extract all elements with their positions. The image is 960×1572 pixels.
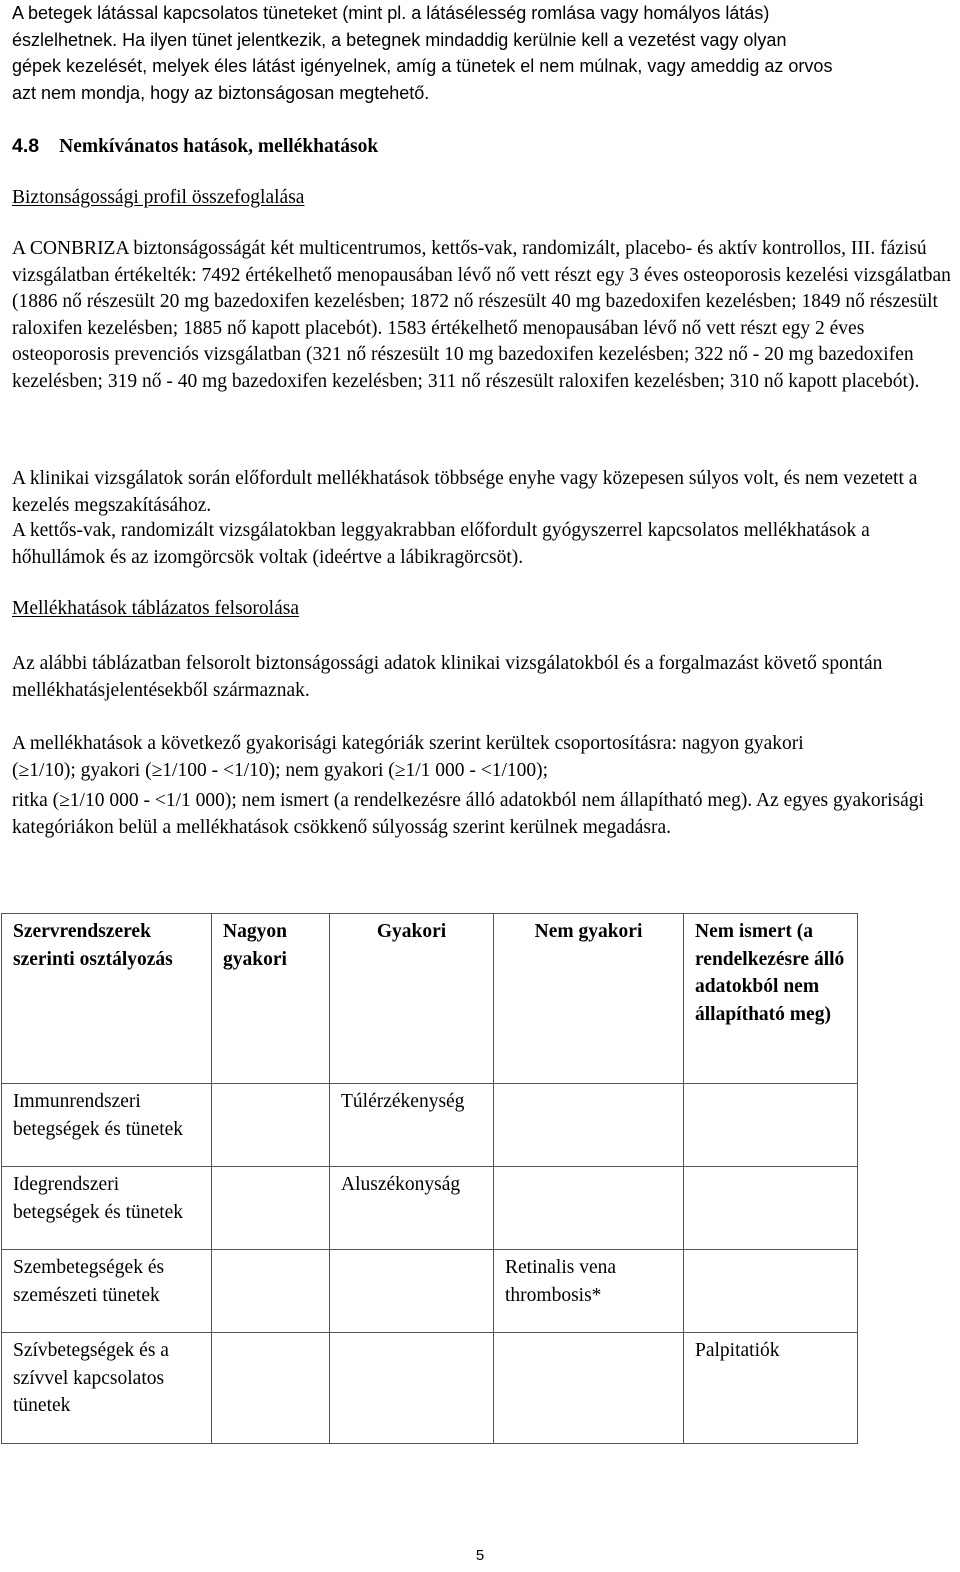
tabular-list-heading: Mellékhatások táblázatos felsorolása [12,598,299,619]
safety-profile-heading: Biztonságossági profil összefoglalása [12,187,305,208]
frequency-categories-paragraph [12,731,958,784]
common-cell [330,1250,494,1333]
section-heading [12,133,958,161]
frequency-line: A mellékhatások a következő gyakorisági kategóriák szerint kerültek csoportosításra: nagyon gyakori [12,733,804,754]
intro-line: észlelhetnek. Ha ilyen tünet jelentkezik, a betegnek mindaddig kerülnie kell a vezetést vagy olyan [12,29,787,50]
data-source-paragraph: Az alábbi táblázatban felsorolt biztonságossági adatok klinikai vizsgálatokból és a forgalmazást követő spontán mellékhatásjelentésekből származnak. [12,653,883,701]
header-uncommon: Nem gyakori [494,914,684,1084]
very-common-cell [212,1250,330,1333]
uncommon-cell: Retinalis vena thrombosis* [494,1250,684,1333]
organ-cell: Szembetegségek és szemészeti tünetek [2,1250,212,1333]
header-organ-class: Szervrendszerek szerinti osztályozás [2,914,212,1084]
uncommon-cell [494,1167,684,1250]
unknown-cell [684,1084,858,1167]
table-row [2,1250,858,1333]
very-common-cell [212,1333,330,1444]
very-common-cell [212,1167,330,1250]
adverse-effects-severity-paragraph: A klinikai vizsgálatok során előfordult mellékhatások többsége enyhe vagy közepesen súlyos volt, és nem vezetett a kezelés megszakításához. [12,468,918,516]
table-row [2,1333,858,1444]
intro-line: azt nem mondja, hogy az biztonságosan megtehető. [12,82,430,103]
organ-cell: Immunrendszeri betegségek és tünetek [2,1084,212,1167]
most-common-effects-paragraph: A kettős-vak, randomizált vizsgálatokban leggyakrabban előfordult gyógyszerrel kapcsolatos mellékhatások a hőhullámok és az izomgörcsök voltak (ideértve a lábikragörcsöt). [12,520,870,568]
common-cell: Aluszékonyság [330,1167,494,1250]
unknown-cell [684,1167,858,1250]
safety-profile-paragraph: A CONBRIZA biztonságosságát két multicentrumos, kettős-vak, randomizált, placebo- és aktív kontrollos, III. fázisú vizsgálatban értékelték: 7492 értékelhető menopausában lévő nő vett részt egy 3 éves osteoporosis kezelési vizsgálatban (1886 nő részesült 20 mg bazedoxifen kezelésben; 1872 nő részesült 40 mg bazedoxifen kezelésben; 1849 nő részesült raloxifen kezelésben; 1885 nő kapott placebót). 1583 értékelhető menopausában lévő nő vett részt egy 2 éves osteoporosis prevenciós vizsgálatban (321 nő részesült 10 mg bazedoxifen kezelésben; 322 nő - 20 mg bazedoxifen kezelésben; 319 nő - 40 mg bazedoxifen kezelésben; 311 nő részesült raloxifen kezelésben; 310 nő kapott placebót). [12,238,951,392]
section-number: 4.8 [12,135,40,157]
frequency-rare-paragraph: ritka (≥1/10 000 - <1/1 000); nem ismert (a rendelkezésre álló adatokból nem állapítható meg). Az egyes gyakorisági kategóriákon belül a mellékhatások csökkenő súlyosság szerint kerülnek megadásra. [12,790,924,838]
table-row [2,1084,858,1167]
frequency-line: (≥1/10); gyakori (≥1/100 - <1/10); nem gyakori (≥1/1 000 - <1/100); [12,759,549,781]
common-cell [330,1333,494,1444]
header-very-common: Nagyon gyakori [212,914,330,1084]
unknown-cell: Palpitatiók [684,1333,858,1444]
header-common: Gyakori [330,914,494,1084]
uncommon-cell [494,1333,684,1444]
organ-cell: Idegrendszeri betegségek és tünetek [2,1167,212,1250]
uncommon-cell [494,1084,684,1167]
intro-line: A betegek látással kapcsolatos tüneteket (mint pl. a látásélesség romlása vagy homályos látás) [12,3,770,23]
header-unknown: Nem ismert (a rendelkezésre álló adatokból nem állapítható meg) [684,914,858,1084]
very-common-cell [212,1084,330,1167]
intro-line: gépek kezelését, melyek éles látást igényelnek, amíg a tünetek el nem múlnak, vagy ameddig az orvos [12,56,833,77]
organ-cell: Szívbetegségek és a szívvel kapcsolatos tünetek [2,1333,212,1444]
table-row [2,1167,858,1250]
table-header-row [2,914,858,1084]
common-cell: Túlérzékenység [330,1084,494,1167]
section-title: Nemkívánatos hatások, mellékhatások [59,136,379,157]
page-number: 5 [475,1547,485,1564]
intro-paragraph [12,0,958,106]
adverse-reactions-table [1,913,858,1444]
unknown-cell [684,1250,858,1333]
